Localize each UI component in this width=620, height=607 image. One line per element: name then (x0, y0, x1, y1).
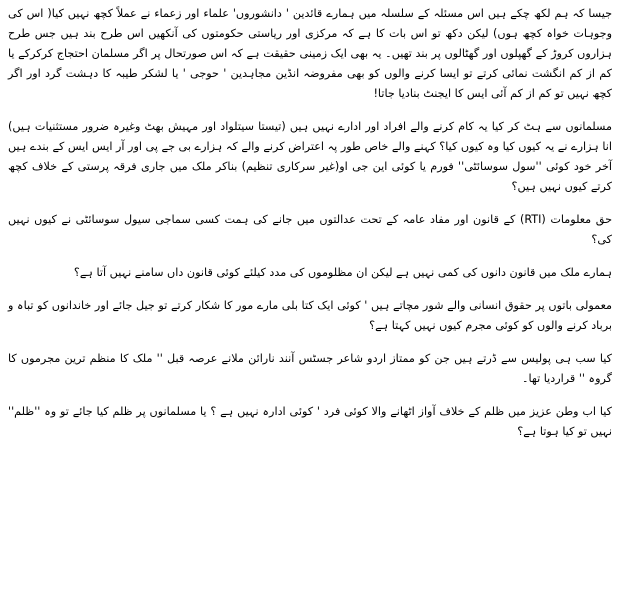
paragraph-civil-society-question: مسلمانوں سے ہٹ کر کیا یہ کام کرنے والے افراد اور ادارے نہیں ہیں (تیستا سیتلواد اور مہیش بھٹ وغیرہ ضرور مستثنیات ہیں) انا ہزارے نے یہ کیوں کیا وہ کیوں کیا؟ کہنے والے خاص طور پہ اعتراض کرنے والے کہ ہزارے بی جے پی اور آر ایس ایس کے بندے ہیں آخر خود کوئی ''سول سوسائٹی'' فورم یا کوئی این جی او(غیر سرکاری تنظیم) بناکر ملک میں جاری فرقہ پرستی کے خلاف کچھ کرتے کیوں نہیں ہیں؟ (7, 120, 612, 193)
paragraph-closing-question: کیا اب وطن عزیز میں ظلم کے خلاف آواز اٹھانے والا کوئی فرد ' کوئی ادارہ نہیں ہے ؟ یا مسلمانوں پر ظلم کیا جائے تو وہ ''ظلم'' نہیں تو کیا ہوتا ہے؟ (8, 405, 612, 438)
paragraph-human-rights-question: معمولی باتوں پر حقوق انسانی والے شور مچاتے ہیں ' کوئی ایک کتا بلی مارے مور کا شکار کرتے تو جیل جائے اور خاندانوں کو تباہ و برباد کرنے والوں کو کوئی مجرم کیوں نہیں کہتا ہے؟ (8, 299, 612, 332)
paragraph-lawyers-question: ہمارے ملک میں قانون دانوں کی کمی نہیں ہے لیکن ان مظلوموں کی مدد کیلئے کوئی قانون داں سامنے نہیں آتا ہے؟ (73, 266, 612, 279)
paragraph-rti-question: حق معلومات (RTI) کے قانون اور مفاد عامہ کے تحت عدالتوں میں جانے کی ہمت کسی سماجی سیول سوسائٹی نے کیوں نہیں کی؟ (8, 213, 612, 246)
paragraph-police-quote: کیا سب ہی پولیس سے ڈرتے ہیں جن کو ممتاز اردو شاعر جسٹس آنند نارائن ملانے عرصہ قبل '' ملک کا منظم ترین مجرموں کا گروہ '' قراردیا تھا۔ (8, 352, 612, 385)
paragraph-silence-of-leaders: جیسا کہ ہم لکھ چکے ہیں اس مسئلہ کے سلسلہ میں ہمارے قائدین ' دانشوروں' علماء اور زعماء نے عملاً کچھ نہیں کیا( اس کی وجوہات خواہ کچھ ہوں) لیکن دکھ تو اس بات کا ہے کہ مرکزی اور ریاستی حکومتوں کی آنکھیں اس طرح بند ہیں جس طرح ہزاروں کروڑ کے گھپلوں اور گھٹالوں پر بند تھیں۔ یہ بھی ایک زمینی حقیقت ہے کہ اس صورتحال پر اگر مسلمان احتجاج کرکرکے یا کم از کم انگشت نمائی کرتے تو ایسا کرنے والوں کو بھی مفروضہ انڈین مجاہدین ' حوجی ' یا لشکر طیبہ کا دہشت گرد اور اگر کچھ نہیں تو کم از کم آئی ایس کا ایجنٹ بنادیا جاتا! (8, 7, 612, 100)
